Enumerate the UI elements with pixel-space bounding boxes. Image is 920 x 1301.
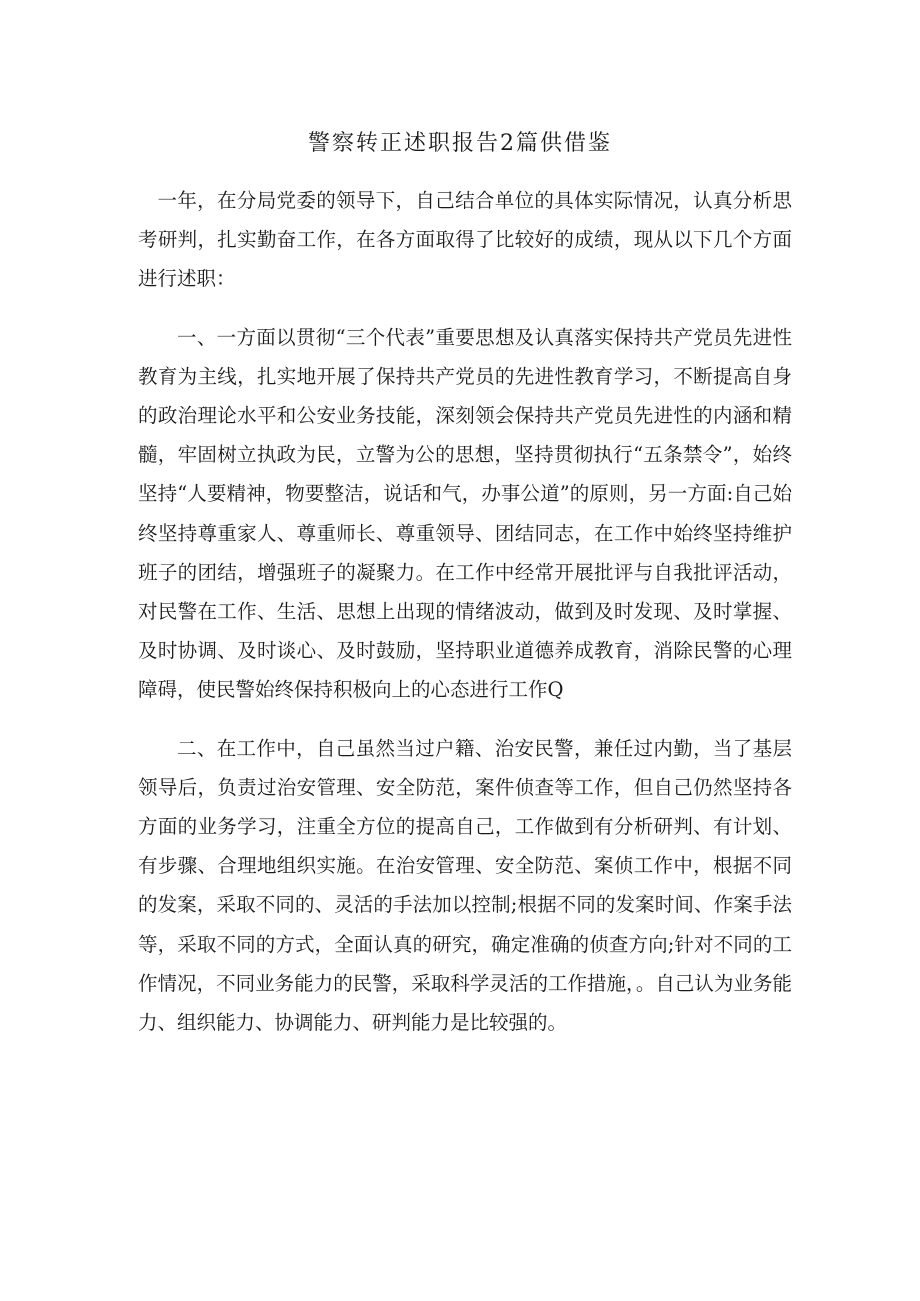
document-title: 警察转正述职报告2篇供借鉴 bbox=[308, 131, 612, 156]
paragraph-intro: 一年，在分局党委的领导下，自己结合单位的具体实际情况，认真分析思考研判，扎实勤奋工作，在各方面取得了比较好的成绩，现从以下几个方面进行述职： bbox=[138, 189, 792, 291]
paragraph-section-one: 一、一方面以贯彻“三个代表”重要思想及认真落实保持共产党员先进性教育为主线，扎实地开展了保持共产党员的先进性教育学习，不断提高自身的政治理论水平和公安业务技能，深刻领会保持共产党员先进性的内涵和精髓，牢固树立执政为民，立警为公的思想，坚持贯彻执行“五条禁令”，始终坚持“人要精神，物要整洁，说话和气，办事公道”的原则，另一方面:自己始终坚持尊重家人、尊重师长、尊重领导、团结同志，在工作中始终坚持维护班子的团结，增强班子的凝聚力。在工作中经常开展批评与自我批评活动，对民警在工作、生活、思想上出现的情绪波动，做到及时发现、及时掌握、及时协调、及时谈心、及时鼓励，坚持职业道德养成教育，消除民警的心理障碍，使民警始终保持积极向上的心态进行工作Q bbox=[138, 325, 792, 702]
document-body bbox=[138, 181, 792, 1042]
paragraph-section-two: 二、在工作中，自己虽然当过户籍、治安民警，兼任过内勤，当了基层领导后，负责过治安管理、安全防范，案件侦查等工作，但自己仍然坚持各方面的业务学习，注重全方位的提高自己，工作做到有分析研判、有计划、有步骤、合理地组织实施。在治安管理、安全防范、案侦工作中，根据不同的发案，采取不同的、灵活的手法加以控制;根据不同的发案时间、作案手法等，采取不同的方式，全面认真的研究，确定准确的侦查方向;针对不同的工作情况，不同业务能力的民警，采取科学灵活的工作措施，。自己认为业务能力、组织能力、协调能力、研判能力是比较强的。 bbox=[138, 736, 792, 1035]
